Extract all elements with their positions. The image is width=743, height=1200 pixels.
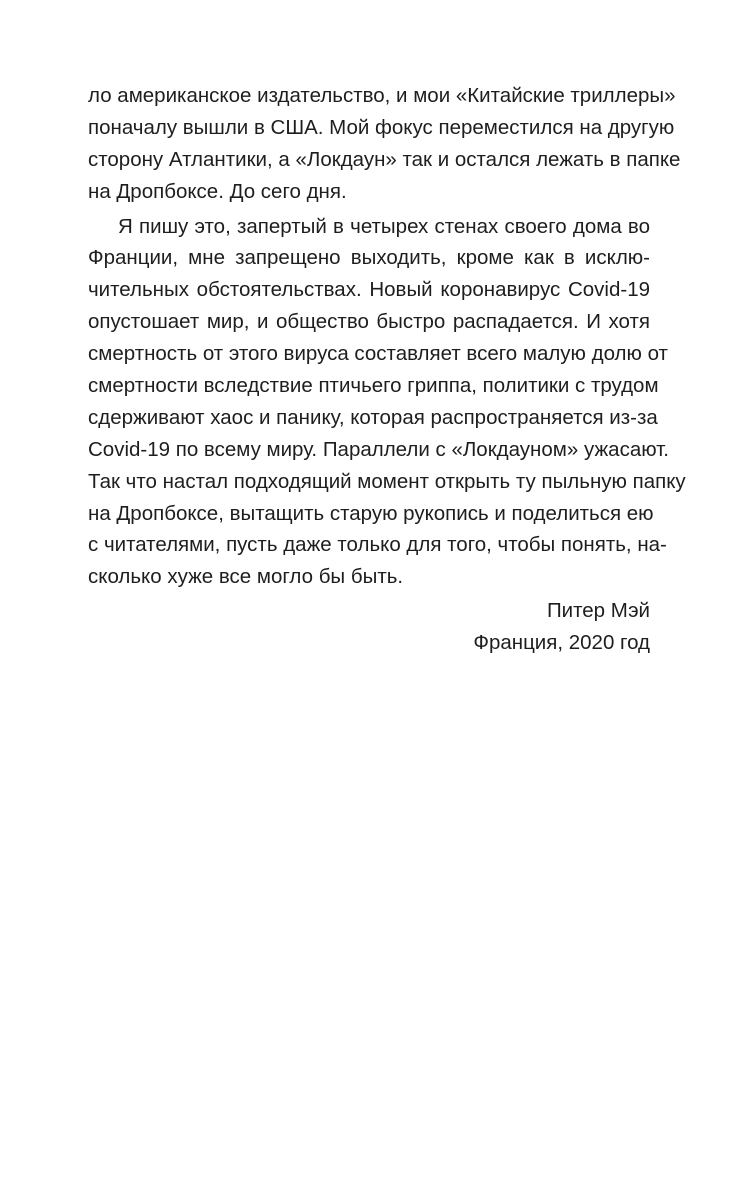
- place-date: Франция, 2020 год: [473, 631, 650, 655]
- author-name: Питер Мэй: [546, 599, 650, 623]
- text-line: на Дропбоксе, вытащить старую рукопись и поделиться ею: [88, 501, 654, 525]
- paragraph-2: [88, 211, 686, 594]
- paragraph-1: [88, 80, 681, 208]
- text-line: ло американское издательство, и мои «Китайские триллеры»: [88, 84, 676, 107]
- text-line: на Дропбоксе. До сего дня.: [88, 179, 347, 203]
- text-line: чительных обстоятельствах. Новый коронавирус Covid-19: [88, 278, 650, 302]
- text-line: поначалу вышли в США. Мой фокус переместился на другую: [88, 115, 675, 139]
- text-line: с читателями, пусть даже только для того, чтобы понять, на-: [88, 533, 667, 557]
- signature-block: [88, 595, 650, 659]
- text-line: сдерживают хаос и панику, которая распространяется из-за: [88, 405, 658, 429]
- text-line: смертность от этого вируса составляет всего малую долю от: [88, 342, 668, 366]
- text-line: сторону Атлантики, а «Локдаун» так и остался лежать в папке: [88, 147, 681, 171]
- text-line: опустошает мир, и общество быстро распадается. И хотя: [88, 310, 650, 334]
- text-line-indented: Я пишу это, запертый в четырех стенах своего дома во: [118, 214, 650, 238]
- page-text: [88, 80, 686, 659]
- text-line: сколько хуже все могло бы быть.: [88, 565, 404, 589]
- text-line: Так что настал подходящий момент открыть ту пыльную папку: [88, 469, 686, 493]
- text-line: Covid-19 по всему миру. Параллели с «Локдауном» ужасают.: [88, 437, 669, 461]
- text-line: смертности вследствие птичьего гриппа, политики с трудом: [88, 374, 659, 398]
- text-line: Франции, мне запрещено выходить, кроме как в исклю-: [88, 246, 650, 270]
